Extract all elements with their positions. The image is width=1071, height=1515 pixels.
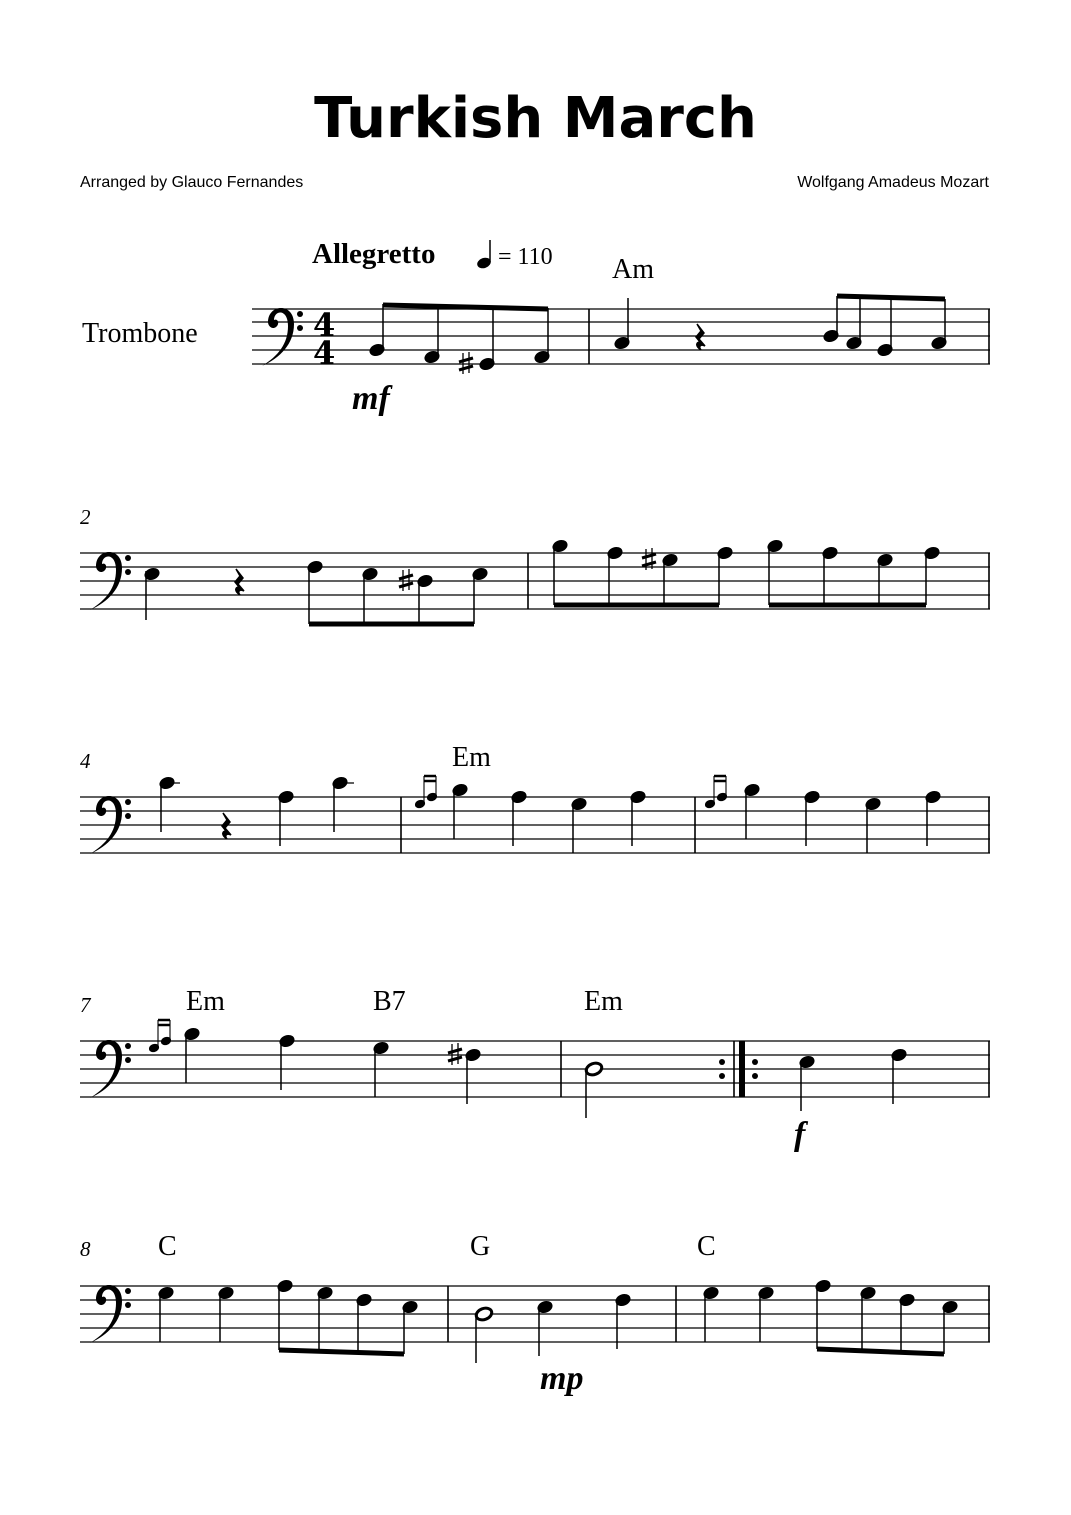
arranger-credit: Arranged by Glauco Fernandes [80,174,304,191]
staff-system-1 [252,309,990,364]
chord-symbol: Em [452,742,491,773]
instrument-label: Trombone [82,318,198,349]
staff-system-3 [80,797,990,853]
chord-symbol: Em [186,986,225,1017]
chord-symbol: G [470,1231,491,1262]
page-title: Turkish March [314,86,757,151]
measure-number: 7 [80,993,91,1017]
tempo-text: Allegretto [312,238,436,270]
time-signature-bottom: 4 [313,334,336,372]
measure-number: 8 [80,1237,91,1261]
measure-notes [415,776,647,853]
measure-notes [614,296,948,357]
time-signature-top: 4 [313,306,336,344]
measure-number: 4 [80,749,91,773]
tempo-value: = 110 [498,244,553,270]
measure-notes [158,1279,419,1354]
measure-notes [585,1061,604,1118]
staff-system-4 [80,1041,990,1097]
quarter-note-icon [476,240,493,270]
chord-symbol: C [697,1231,716,1262]
measure-number: 2 [80,505,91,529]
chord-symbol: B7 [373,986,406,1017]
measure-notes [703,1279,959,1354]
chord-symbol: Em [584,986,623,1017]
measure-notes [705,776,942,853]
staff-system-2 [80,553,990,609]
measure-notes [149,1020,482,1104]
chord-symbol: Am [612,254,654,285]
measure-notes [144,560,489,624]
composer-credit: Wolfgang Amadeus Mozart [797,174,989,191]
measure-notes [799,1048,908,1111]
dynamic-marking: mf [352,380,390,417]
dynamic-marking: mp [540,1360,584,1397]
staff-system-5 [80,1286,990,1342]
chord-symbol: C [158,1231,177,1262]
dynamic-marking: f [794,1116,806,1153]
